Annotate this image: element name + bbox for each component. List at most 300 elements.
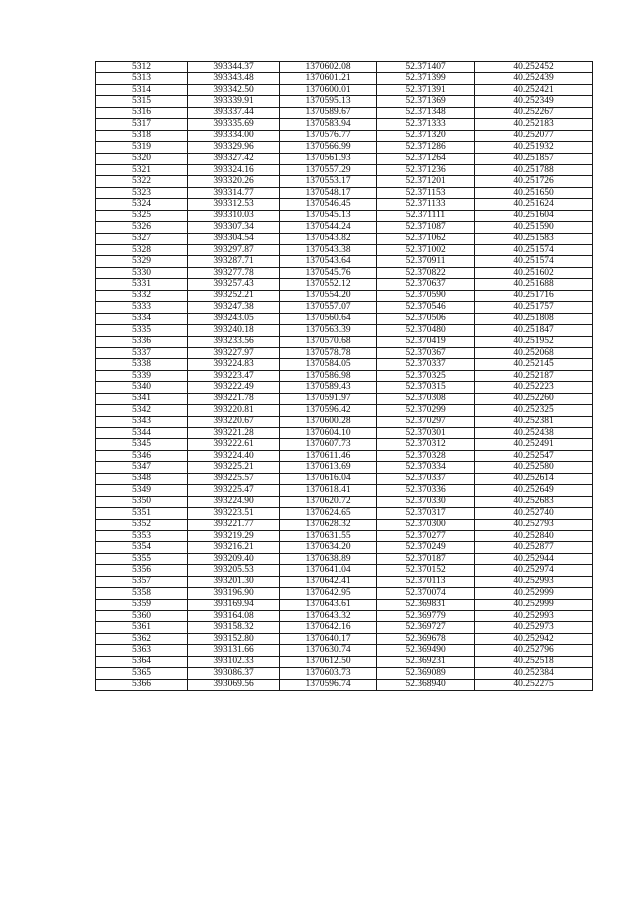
point-number-cell: 5341 bbox=[96, 393, 188, 404]
point-number-cell: 5347 bbox=[96, 462, 188, 473]
x-coordinate-cell: 393205.53 bbox=[188, 565, 280, 576]
point-number-cell: 5346 bbox=[96, 450, 188, 461]
longitude-cell: 40.252439 bbox=[475, 73, 593, 84]
y-coordinate-cell: 1370628.32 bbox=[280, 519, 377, 530]
longitude-cell: 40.252421 bbox=[475, 84, 593, 95]
longitude-cell: 40.252974 bbox=[475, 565, 593, 576]
x-coordinate-cell: 393233.56 bbox=[188, 336, 280, 347]
coordinates-table bbox=[95, 61, 593, 691]
x-coordinate-cell: 393314.77 bbox=[188, 187, 280, 198]
latitude-cell: 52.371399 bbox=[377, 73, 475, 84]
point-number-cell: 5365 bbox=[96, 668, 188, 679]
point-number-cell: 5363 bbox=[96, 645, 188, 656]
latitude-cell: 52.370152 bbox=[377, 565, 475, 576]
latitude-cell: 52.371320 bbox=[377, 130, 475, 141]
table-row bbox=[96, 130, 593, 141]
latitude-cell: 52.369727 bbox=[377, 622, 475, 633]
x-coordinate-cell: 393343.48 bbox=[188, 73, 280, 84]
x-coordinate-cell: 393223.47 bbox=[188, 370, 280, 381]
latitude-cell: 52.370419 bbox=[377, 336, 475, 347]
table-row bbox=[96, 519, 593, 530]
latitude-cell: 52.370911 bbox=[377, 256, 475, 267]
y-coordinate-cell: 1370584.05 bbox=[280, 359, 377, 370]
latitude-cell: 52.370297 bbox=[377, 416, 475, 427]
x-coordinate-cell: 393225.47 bbox=[188, 485, 280, 496]
point-number-cell: 5344 bbox=[96, 428, 188, 439]
latitude-cell: 52.371264 bbox=[377, 153, 475, 164]
latitude-cell: 52.371062 bbox=[377, 233, 475, 244]
longitude-cell: 40.251590 bbox=[475, 222, 593, 233]
y-coordinate-cell: 1370596.42 bbox=[280, 405, 377, 416]
x-coordinate-cell: 393243.05 bbox=[188, 313, 280, 324]
x-coordinate-cell: 393339.91 bbox=[188, 96, 280, 107]
table-row bbox=[96, 428, 593, 439]
point-number-cell: 5349 bbox=[96, 485, 188, 496]
point-number-cell: 5324 bbox=[96, 199, 188, 210]
y-coordinate-cell: 1370643.61 bbox=[280, 599, 377, 610]
point-number-cell: 5325 bbox=[96, 210, 188, 221]
table-row bbox=[96, 553, 593, 564]
x-coordinate-cell: 393225.57 bbox=[188, 473, 280, 484]
point-number-cell: 5332 bbox=[96, 290, 188, 301]
x-coordinate-cell: 393337.44 bbox=[188, 107, 280, 118]
point-number-cell: 5333 bbox=[96, 302, 188, 313]
y-coordinate-cell: 1370566.99 bbox=[280, 142, 377, 153]
longitude-cell: 40.252068 bbox=[475, 347, 593, 358]
x-coordinate-cell: 393320.26 bbox=[188, 176, 280, 187]
table-row bbox=[96, 576, 593, 587]
x-coordinate-cell: 393224.83 bbox=[188, 359, 280, 370]
table-row bbox=[96, 450, 593, 461]
point-number-cell: 5312 bbox=[96, 62, 188, 73]
latitude-cell: 52.370506 bbox=[377, 313, 475, 324]
x-coordinate-cell: 393221.78 bbox=[188, 393, 280, 404]
longitude-cell: 40.252793 bbox=[475, 519, 593, 530]
point-number-cell: 5364 bbox=[96, 656, 188, 667]
longitude-cell: 40.252999 bbox=[475, 588, 593, 599]
latitude-cell: 52.371002 bbox=[377, 245, 475, 256]
x-coordinate-cell: 393069.56 bbox=[188, 679, 280, 690]
point-number-cell: 5315 bbox=[96, 96, 188, 107]
x-coordinate-cell: 393152.80 bbox=[188, 633, 280, 644]
latitude-cell: 52.371407 bbox=[377, 62, 475, 73]
table-row bbox=[96, 187, 593, 198]
latitude-cell: 52.370113 bbox=[377, 576, 475, 587]
longitude-cell: 40.251688 bbox=[475, 279, 593, 290]
latitude-cell: 52.370480 bbox=[377, 325, 475, 336]
table-row bbox=[96, 256, 593, 267]
table-row bbox=[96, 656, 593, 667]
longitude-cell: 40.252547 bbox=[475, 450, 593, 461]
y-coordinate-cell: 1370543.64 bbox=[280, 256, 377, 267]
y-coordinate-cell: 1370613.69 bbox=[280, 462, 377, 473]
x-coordinate-cell: 393169.94 bbox=[188, 599, 280, 610]
table-row bbox=[96, 542, 593, 553]
latitude-cell: 52.370301 bbox=[377, 428, 475, 439]
point-number-cell: 5366 bbox=[96, 679, 188, 690]
table-row bbox=[96, 508, 593, 519]
latitude-cell: 52.370822 bbox=[377, 267, 475, 278]
y-coordinate-cell: 1370578.78 bbox=[280, 347, 377, 358]
coordinates-table-body bbox=[96, 62, 593, 691]
point-number-cell: 5355 bbox=[96, 553, 188, 564]
table-row bbox=[96, 633, 593, 644]
x-coordinate-cell: 393201.30 bbox=[188, 576, 280, 587]
table-row bbox=[96, 96, 593, 107]
point-number-cell: 5319 bbox=[96, 142, 188, 153]
latitude-cell: 52.370277 bbox=[377, 530, 475, 541]
y-coordinate-cell: 1370643.32 bbox=[280, 611, 377, 622]
table-row bbox=[96, 668, 593, 679]
point-number-cell: 5330 bbox=[96, 267, 188, 278]
point-number-cell: 5339 bbox=[96, 370, 188, 381]
y-coordinate-cell: 1370611.46 bbox=[280, 450, 377, 461]
y-coordinate-cell: 1370554.20 bbox=[280, 290, 377, 301]
table-row bbox=[96, 302, 593, 313]
table-row bbox=[96, 210, 593, 221]
y-coordinate-cell: 1370545.76 bbox=[280, 267, 377, 278]
point-number-cell: 5313 bbox=[96, 73, 188, 84]
latitude-cell: 52.370590 bbox=[377, 290, 475, 301]
x-coordinate-cell: 393216.21 bbox=[188, 542, 280, 553]
x-coordinate-cell: 393310.03 bbox=[188, 210, 280, 221]
longitude-cell: 40.251932 bbox=[475, 142, 593, 153]
y-coordinate-cell: 1370543.82 bbox=[280, 233, 377, 244]
point-number-cell: 5362 bbox=[96, 633, 188, 644]
latitude-cell: 52.371153 bbox=[377, 187, 475, 198]
point-number-cell: 5318 bbox=[96, 130, 188, 141]
longitude-cell: 40.252438 bbox=[475, 428, 593, 439]
longitude-cell: 40.252683 bbox=[475, 496, 593, 507]
point-number-cell: 5326 bbox=[96, 222, 188, 233]
table-row bbox=[96, 107, 593, 118]
table-row bbox=[96, 462, 593, 473]
longitude-cell: 40.251716 bbox=[475, 290, 593, 301]
y-coordinate-cell: 1370561.93 bbox=[280, 153, 377, 164]
table-row bbox=[96, 347, 593, 358]
table-row bbox=[96, 611, 593, 622]
latitude-cell: 52.371286 bbox=[377, 142, 475, 153]
longitude-cell: 40.251757 bbox=[475, 302, 593, 313]
y-coordinate-cell: 1370583.94 bbox=[280, 119, 377, 130]
y-coordinate-cell: 1370642.41 bbox=[280, 576, 377, 587]
longitude-cell: 40.251624 bbox=[475, 199, 593, 210]
x-coordinate-cell: 393219.29 bbox=[188, 530, 280, 541]
longitude-cell: 40.252877 bbox=[475, 542, 593, 553]
longitude-cell: 40.251857 bbox=[475, 153, 593, 164]
y-coordinate-cell: 1370641.04 bbox=[280, 565, 377, 576]
table-row bbox=[96, 359, 593, 370]
y-coordinate-cell: 1370544.24 bbox=[280, 222, 377, 233]
longitude-cell: 40.251583 bbox=[475, 233, 593, 244]
x-coordinate-cell: 393307.34 bbox=[188, 222, 280, 233]
x-coordinate-cell: 393344.37 bbox=[188, 62, 280, 73]
point-number-cell: 5358 bbox=[96, 588, 188, 599]
longitude-cell: 40.252491 bbox=[475, 439, 593, 450]
y-coordinate-cell: 1370642.16 bbox=[280, 622, 377, 633]
longitude-cell: 40.252944 bbox=[475, 553, 593, 564]
table-row bbox=[96, 485, 593, 496]
longitude-cell: 40.251808 bbox=[475, 313, 593, 324]
x-coordinate-cell: 393221.77 bbox=[188, 519, 280, 530]
table-row bbox=[96, 496, 593, 507]
y-coordinate-cell: 1370548.17 bbox=[280, 187, 377, 198]
latitude-cell: 52.369678 bbox=[377, 633, 475, 644]
point-number-cell: 5352 bbox=[96, 519, 188, 530]
table-row bbox=[96, 233, 593, 244]
point-number-cell: 5357 bbox=[96, 576, 188, 587]
y-coordinate-cell: 1370546.45 bbox=[280, 199, 377, 210]
y-coordinate-cell: 1370607.73 bbox=[280, 439, 377, 450]
table-row bbox=[96, 267, 593, 278]
y-coordinate-cell: 1370576.77 bbox=[280, 130, 377, 141]
longitude-cell: 40.252840 bbox=[475, 530, 593, 541]
latitude-cell: 52.371236 bbox=[377, 164, 475, 175]
y-coordinate-cell: 1370618.41 bbox=[280, 485, 377, 496]
latitude-cell: 52.370336 bbox=[377, 485, 475, 496]
latitude-cell: 52.370337 bbox=[377, 359, 475, 370]
latitude-cell: 52.371087 bbox=[377, 222, 475, 233]
latitude-cell: 52.369831 bbox=[377, 599, 475, 610]
y-coordinate-cell: 1370620.72 bbox=[280, 496, 377, 507]
x-coordinate-cell: 393342.50 bbox=[188, 84, 280, 95]
x-coordinate-cell: 393223.51 bbox=[188, 508, 280, 519]
point-number-cell: 5320 bbox=[96, 153, 188, 164]
x-coordinate-cell: 393304.54 bbox=[188, 233, 280, 244]
point-number-cell: 5322 bbox=[96, 176, 188, 187]
point-number-cell: 5348 bbox=[96, 473, 188, 484]
point-number-cell: 5340 bbox=[96, 382, 188, 393]
x-coordinate-cell: 393224.90 bbox=[188, 496, 280, 507]
point-number-cell: 5327 bbox=[96, 233, 188, 244]
y-coordinate-cell: 1370543.38 bbox=[280, 245, 377, 256]
longitude-cell: 40.252999 bbox=[475, 599, 593, 610]
longitude-cell: 40.252077 bbox=[475, 130, 593, 141]
x-coordinate-cell: 393227.97 bbox=[188, 347, 280, 358]
longitude-cell: 40.252349 bbox=[475, 96, 593, 107]
point-number-cell: 5336 bbox=[96, 336, 188, 347]
longitude-cell: 40.252223 bbox=[475, 382, 593, 393]
point-number-cell: 5361 bbox=[96, 622, 188, 633]
y-coordinate-cell: 1370557.07 bbox=[280, 302, 377, 313]
x-coordinate-cell: 393220.81 bbox=[188, 405, 280, 416]
longitude-cell: 40.252145 bbox=[475, 359, 593, 370]
y-coordinate-cell: 1370596.74 bbox=[280, 679, 377, 690]
x-coordinate-cell: 393329.96 bbox=[188, 142, 280, 153]
table-row bbox=[96, 439, 593, 450]
table-row bbox=[96, 473, 593, 484]
longitude-cell: 40.252260 bbox=[475, 393, 593, 404]
longitude-cell: 40.252993 bbox=[475, 611, 593, 622]
latitude-cell: 52.371391 bbox=[377, 84, 475, 95]
x-coordinate-cell: 393086.37 bbox=[188, 668, 280, 679]
y-coordinate-cell: 1370589.67 bbox=[280, 107, 377, 118]
longitude-cell: 40.252973 bbox=[475, 622, 593, 633]
point-number-cell: 5328 bbox=[96, 245, 188, 256]
y-coordinate-cell: 1370595.13 bbox=[280, 96, 377, 107]
point-number-cell: 5323 bbox=[96, 187, 188, 198]
y-coordinate-cell: 1370634.20 bbox=[280, 542, 377, 553]
latitude-cell: 52.370325 bbox=[377, 370, 475, 381]
latitude-cell: 52.370317 bbox=[377, 508, 475, 519]
point-number-cell: 5317 bbox=[96, 119, 188, 130]
y-coordinate-cell: 1370631.55 bbox=[280, 530, 377, 541]
x-coordinate-cell: 393164.08 bbox=[188, 611, 280, 622]
latitude-cell: 52.370308 bbox=[377, 393, 475, 404]
latitude-cell: 52.371201 bbox=[377, 176, 475, 187]
longitude-cell: 40.251602 bbox=[475, 267, 593, 278]
longitude-cell: 40.252325 bbox=[475, 405, 593, 416]
longitude-cell: 40.251574 bbox=[475, 256, 593, 267]
point-number-cell: 5331 bbox=[96, 279, 188, 290]
latitude-cell: 52.370328 bbox=[377, 450, 475, 461]
table-row bbox=[96, 530, 593, 541]
point-number-cell: 5334 bbox=[96, 313, 188, 324]
latitude-cell: 52.368940 bbox=[377, 679, 475, 690]
table-row bbox=[96, 73, 593, 84]
y-coordinate-cell: 1370612.50 bbox=[280, 656, 377, 667]
latitude-cell: 52.369089 bbox=[377, 668, 475, 679]
table-row bbox=[96, 336, 593, 347]
point-number-cell: 5353 bbox=[96, 530, 188, 541]
y-coordinate-cell: 1370601.21 bbox=[280, 73, 377, 84]
longitude-cell: 40.252649 bbox=[475, 485, 593, 496]
x-coordinate-cell: 393221.28 bbox=[188, 428, 280, 439]
longitude-cell: 40.251726 bbox=[475, 176, 593, 187]
y-coordinate-cell: 1370604.10 bbox=[280, 428, 377, 439]
table-row bbox=[96, 176, 593, 187]
table-row bbox=[96, 382, 593, 393]
latitude-cell: 52.371348 bbox=[377, 107, 475, 118]
longitude-cell: 40.252993 bbox=[475, 576, 593, 587]
latitude-cell: 52.370300 bbox=[377, 519, 475, 530]
longitude-cell: 40.252452 bbox=[475, 62, 593, 73]
table-row bbox=[96, 245, 593, 256]
longitude-cell: 40.252942 bbox=[475, 633, 593, 644]
longitude-cell: 40.252384 bbox=[475, 668, 593, 679]
table-row bbox=[96, 679, 593, 690]
table-row bbox=[96, 416, 593, 427]
longitude-cell: 40.251574 bbox=[475, 245, 593, 256]
longitude-cell: 40.252614 bbox=[475, 473, 593, 484]
latitude-cell: 52.370312 bbox=[377, 439, 475, 450]
latitude-cell: 52.370315 bbox=[377, 382, 475, 393]
longitude-cell: 40.252187 bbox=[475, 370, 593, 381]
y-coordinate-cell: 1370591.97 bbox=[280, 393, 377, 404]
y-coordinate-cell: 1370624.65 bbox=[280, 508, 377, 519]
y-coordinate-cell: 1370586.98 bbox=[280, 370, 377, 381]
table-row bbox=[96, 290, 593, 301]
longitude-cell: 40.251952 bbox=[475, 336, 593, 347]
point-number-cell: 5359 bbox=[96, 599, 188, 610]
table-row bbox=[96, 142, 593, 153]
latitude-cell: 52.369490 bbox=[377, 645, 475, 656]
table-row bbox=[96, 62, 593, 73]
table-row bbox=[96, 119, 593, 130]
x-coordinate-cell: 393102.33 bbox=[188, 656, 280, 667]
y-coordinate-cell: 1370638.89 bbox=[280, 553, 377, 564]
table-row bbox=[96, 279, 593, 290]
table-row bbox=[96, 164, 593, 175]
table-row bbox=[96, 588, 593, 599]
y-coordinate-cell: 1370553.17 bbox=[280, 176, 377, 187]
y-coordinate-cell: 1370552.12 bbox=[280, 279, 377, 290]
point-number-cell: 5321 bbox=[96, 164, 188, 175]
x-coordinate-cell: 393131.66 bbox=[188, 645, 280, 656]
longitude-cell: 40.252580 bbox=[475, 462, 593, 473]
x-coordinate-cell: 393225.21 bbox=[188, 462, 280, 473]
point-number-cell: 5351 bbox=[96, 508, 188, 519]
y-coordinate-cell: 1370589.43 bbox=[280, 382, 377, 393]
table-row bbox=[96, 393, 593, 404]
latitude-cell: 52.369231 bbox=[377, 656, 475, 667]
table-row bbox=[96, 325, 593, 336]
point-number-cell: 5314 bbox=[96, 84, 188, 95]
point-number-cell: 5335 bbox=[96, 325, 188, 336]
y-coordinate-cell: 1370602.08 bbox=[280, 62, 377, 73]
x-coordinate-cell: 393220.67 bbox=[188, 416, 280, 427]
x-coordinate-cell: 393209.40 bbox=[188, 553, 280, 564]
latitude-cell: 52.371369 bbox=[377, 96, 475, 107]
table-row bbox=[96, 405, 593, 416]
longitude-cell: 40.252740 bbox=[475, 508, 593, 519]
point-number-cell: 5354 bbox=[96, 542, 188, 553]
x-coordinate-cell: 393247.38 bbox=[188, 302, 280, 313]
latitude-cell: 52.370074 bbox=[377, 588, 475, 599]
x-coordinate-cell: 393196.90 bbox=[188, 588, 280, 599]
latitude-cell: 52.370637 bbox=[377, 279, 475, 290]
x-coordinate-cell: 393158.32 bbox=[188, 622, 280, 633]
longitude-cell: 40.251788 bbox=[475, 164, 593, 175]
y-coordinate-cell: 1370616.04 bbox=[280, 473, 377, 484]
y-coordinate-cell: 1370603.73 bbox=[280, 668, 377, 679]
latitude-cell: 52.370337 bbox=[377, 473, 475, 484]
x-coordinate-cell: 393252.21 bbox=[188, 290, 280, 301]
y-coordinate-cell: 1370563.39 bbox=[280, 325, 377, 336]
y-coordinate-cell: 1370630.74 bbox=[280, 645, 377, 656]
x-coordinate-cell: 393222.49 bbox=[188, 382, 280, 393]
table-row bbox=[96, 370, 593, 381]
point-number-cell: 5338 bbox=[96, 359, 188, 370]
point-number-cell: 5329 bbox=[96, 256, 188, 267]
latitude-cell: 52.370249 bbox=[377, 542, 475, 553]
latitude-cell: 52.369779 bbox=[377, 611, 475, 622]
x-coordinate-cell: 393257.43 bbox=[188, 279, 280, 290]
y-coordinate-cell: 1370640.17 bbox=[280, 633, 377, 644]
latitude-cell: 52.370367 bbox=[377, 347, 475, 358]
x-coordinate-cell: 393324.16 bbox=[188, 164, 280, 175]
point-number-cell: 5337 bbox=[96, 347, 188, 358]
longitude-cell: 40.251847 bbox=[475, 325, 593, 336]
longitude-cell: 40.252518 bbox=[475, 656, 593, 667]
table-row bbox=[96, 84, 593, 95]
y-coordinate-cell: 1370545.13 bbox=[280, 210, 377, 221]
y-coordinate-cell: 1370560.64 bbox=[280, 313, 377, 324]
table-row bbox=[96, 645, 593, 656]
table-row bbox=[96, 622, 593, 633]
y-coordinate-cell: 1370557.29 bbox=[280, 164, 377, 175]
y-coordinate-cell: 1370642.95 bbox=[280, 588, 377, 599]
table-row bbox=[96, 199, 593, 210]
latitude-cell: 52.370330 bbox=[377, 496, 475, 507]
x-coordinate-cell: 393327.42 bbox=[188, 153, 280, 164]
point-number-cell: 5342 bbox=[96, 405, 188, 416]
y-coordinate-cell: 1370600.01 bbox=[280, 84, 377, 95]
latitude-cell: 52.370334 bbox=[377, 462, 475, 473]
table-row bbox=[96, 153, 593, 164]
x-coordinate-cell: 393277.78 bbox=[188, 267, 280, 278]
x-coordinate-cell: 393334.00 bbox=[188, 130, 280, 141]
